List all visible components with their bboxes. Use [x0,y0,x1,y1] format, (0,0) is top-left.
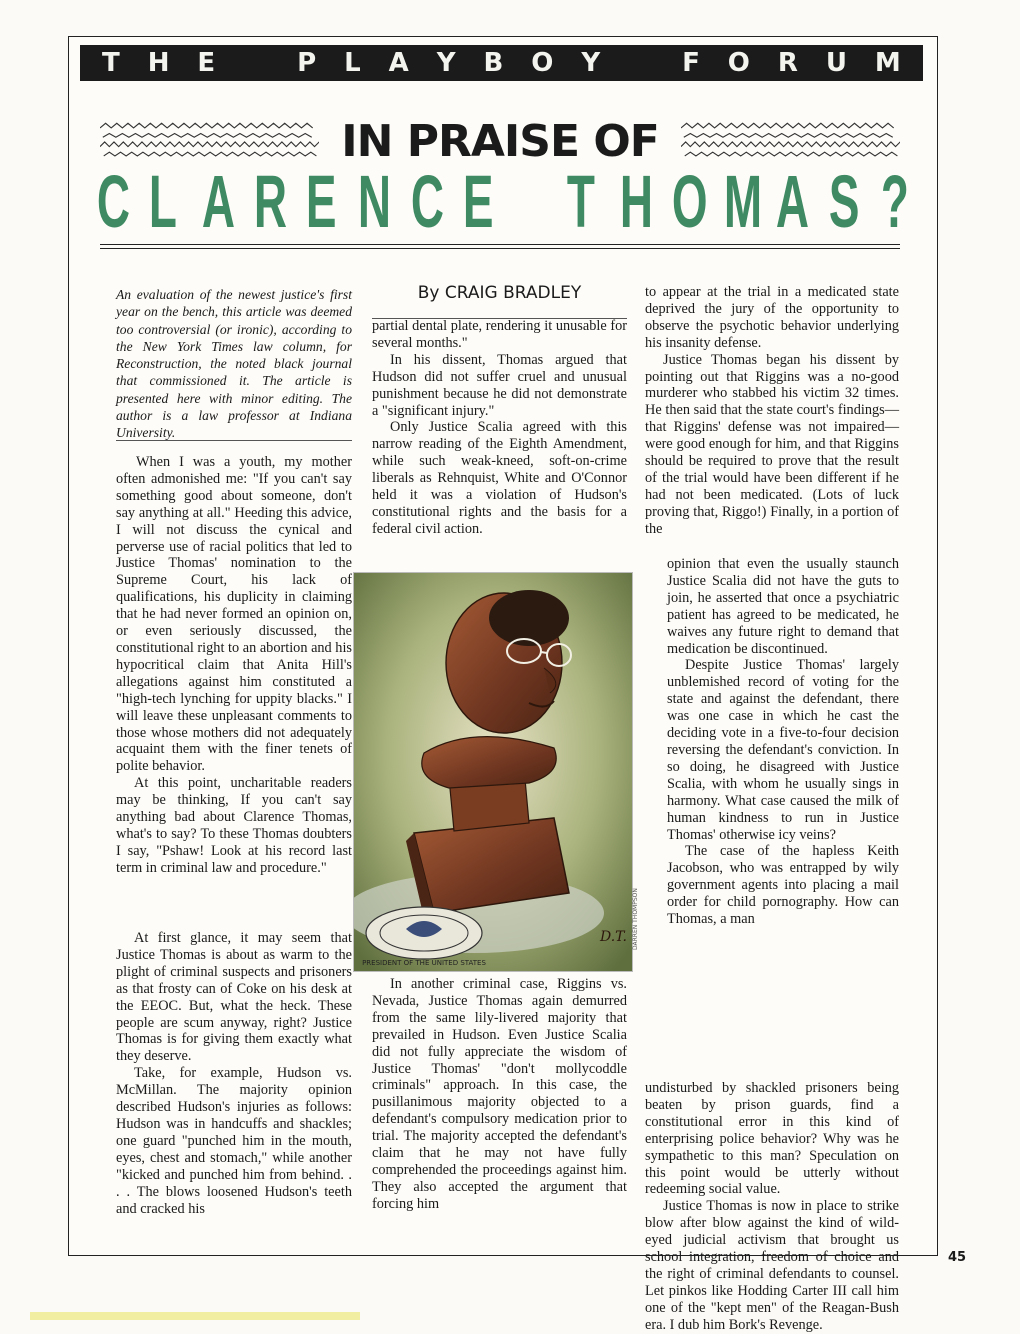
headline-letter: O [671,160,708,243]
paragraph: At first glance, it may seem that Justice Thomas is about as warm to the plight of criminal suspects and prisoners as that frosty can of Coke on his desk at the EEOC. But, what the heck. These people are scum anyway, right? Justice Thomas is for giving them exactly what they deserve. [116,930,352,1065]
banner-letter: B [483,48,504,78]
banner-letter: L [344,48,361,78]
banner-letter: P [297,48,317,78]
edge-highlight [30,1312,360,1320]
headline-letter: E [462,160,494,243]
paragraph: At this point, uncharitable readers may be thinking, If you can't say anything bad about Clarence Thomas, what's to say? To these Thomas doubters I say, "Pshaw! Look at his record last term in criminal law and procedure." [116,775,352,876]
column-3-wrap [667,556,899,928]
headline-letter: ? [880,160,909,243]
headline-letter: N [358,160,392,243]
paragraph: The case of the hapless Keith Jacobson, who was entrapped by wily government agents into placing a mail order for child pornography. How can Thomas, a man [667,843,899,928]
headline-letter: H [619,160,653,243]
column-3-top [645,284,899,538]
banner-letter: A [388,48,409,78]
column-3-bottom [645,1080,899,1334]
intro-divider [116,440,352,441]
headline-letter: C [410,160,444,243]
paragraph: In his dissent, Thomas argued that Hudson did not suffer cruel and unusual punishment because he did not demonstrate a "significant injury." [372,351,627,419]
banner-letter: E [197,48,216,78]
bust-illustration [353,572,633,972]
headline [90,160,910,243]
headline-rule-thin [100,248,900,249]
banner-letter: Y [436,48,456,78]
column-1-top [116,454,352,877]
column-1-bottom [116,930,352,1217]
banner-letter: M [874,48,901,78]
paragraph: to appear at the trial in a medicated state deprived the jury of the opportunity to observe the psychotic behavior underlying his insanity defense. [645,284,899,351]
byline: By CRAIG BRADLEY [417,283,582,303]
paragraph: partial dental plate, rendering it unusable for several months." [372,318,627,351]
paragraph: undisturbed by shackled prisoners being beaten by prison guards, find a constitutional error in this kind of enterprising police behavior? Why was he sympathetic to this man? Speculation on this point would be utterly without redeeming social value. [645,1080,899,1198]
squiggle-pattern-left [100,119,319,163]
column-2-bottom [372,976,627,1213]
column-2-top [372,318,627,538]
paragraph: Despite Justice Thomas' largely unblemished record of voting for the state and against the defendant, there was one case in which he cast the deciding vote in a five-to-four decision reversing the defendant's conviction. In so doing, he disagreed with Justice Scalia, with whom he usually sings in harmony. What case caused the milk of human kindness to run in Justice Thomas' otherwise icy veins? [667,657,899,843]
headline-letter: R [253,160,287,243]
banner-letter: F [682,48,700,78]
section-banner [80,45,923,81]
intro-text: An evaluation of the newest justice's first year on the bench, this article was deemed too controversial (or ironic), according to the New York Times law column, for Reconstruction, the noted black journal that commissioned it. The article is presented here with minor editing. The author is a law professor at Indiana University. [116,287,352,441]
page-number: 45 [948,1250,967,1265]
headline-letter: L [149,160,178,243]
banner-letter: R [777,48,798,78]
intro-deck [116,286,352,442]
headline-letter: S [828,160,860,243]
headline-letter: T [567,160,596,243]
headline-letter: E [305,160,337,243]
paragraph: When I was a youth, my mother often admonished me: "If you can't say something good about someone, don't say anything at all." Heeding this advice, I will not discuss the cynical and perverse use of racial politics that led to Justice Thomas' nomination to the Supreme Court, his lack of qualifications, his duplicity in claiming that he had never formed an opinion on, or even seriously discussed, the constitutional right to an abortion and his hypocritical claim that Anita Hill's allegations against him constituted a "high-tech lynching for uppity blacks." I will leave these unpleasant comments to those whose mothers did not adequately acquaint them with the finer tenets of polite behavior. [116,454,352,775]
banner-letter: T [102,48,120,78]
banner-letter: O [531,48,554,78]
paragraph: In another criminal case, Riggins vs. Nevada, Justice Thomas again demurred from the same lily-livered majority that prevailed in Hudson. Even Justice Scalia did not fully appreciate the wisdom of Justice Thomas' "don't mollycoddle criminals" approach. In this case, the pusillanimous majority objected to a defendant's compulsory medication prior to trial. The majority accepted the defendant's claim that he may not have fully comprehended the proceedings against him. They also accepted the argument that forcing him [372,976,627,1212]
banner-letter: H [147,48,170,78]
paragraph: Only Justice Scalia agreed with this narrow reading of the Eighth Amendment, while such weak-kneed, soft-on-crime liberals as Rehnquist, White and O'Connor held it was a violation of Hudson's constitutional rights and the basis for a federal civil action. [372,419,627,537]
squiggle-pattern-right [681,119,900,163]
bust-illustration-art [354,573,632,971]
banner-letter: Y [581,48,601,78]
headline-letter: M [724,160,763,243]
paragraph: Take, for example, Hudson vs. McMillan. The majority opinion described Hudson's injuries as follows: Hudson was in handcuffs and shackles; one guard "punched him in the mouth, eyes, chest and stomach," while another "kicked and punched him from behind. . . . The blows loosened Hudson's teeth and cracked his [116,1065,352,1217]
illustration-credit: DARREN THOMPSON [632,888,639,950]
paragraph: Justice Thomas is now in place to strike blow after blow against the kind of wild-eyed judicial activism that brought us school integration, freedom of choice and the right of criminal defendants to counsel. Let pinkos like Hodding Carter III call him one of the "kept men" of the Reagan-Bush era. I dub him Bork's Revenge. [645,1198,899,1333]
paragraph: Justice Thomas began his dissent by pointing out that Riggins was a no-good murderer who stabbed his victim 32 times. He then said that the state court's findings—that Riggins' defense was not impaired—were good enough for him, and that Riggins should be required to prove that the result of the trial would have been different if he had not been medicated. (Lots of luck proving that, Riggo!) Finally, in a portion of the [645,351,899,537]
seal-text: PRESIDENT OF THE UNITED STATES [362,959,486,967]
subhead-text: IN PRAISE OF [341,115,659,167]
artist-signature: D.T. [600,929,627,945]
headline-letter: A [776,160,810,243]
banner-letter: O [727,48,750,78]
banner-letter: U [825,48,847,78]
headline-letter: C [96,160,130,243]
headline-letter: A [201,160,235,243]
headline-rule [100,244,900,245]
paragraph: opinion that even the usually staunch Justice Scalia did not have the guts to join, he asserted that once a psychiatric patient has agreed to be medicated, he waives any future right to demand that medication be discontinued. [667,556,899,657]
